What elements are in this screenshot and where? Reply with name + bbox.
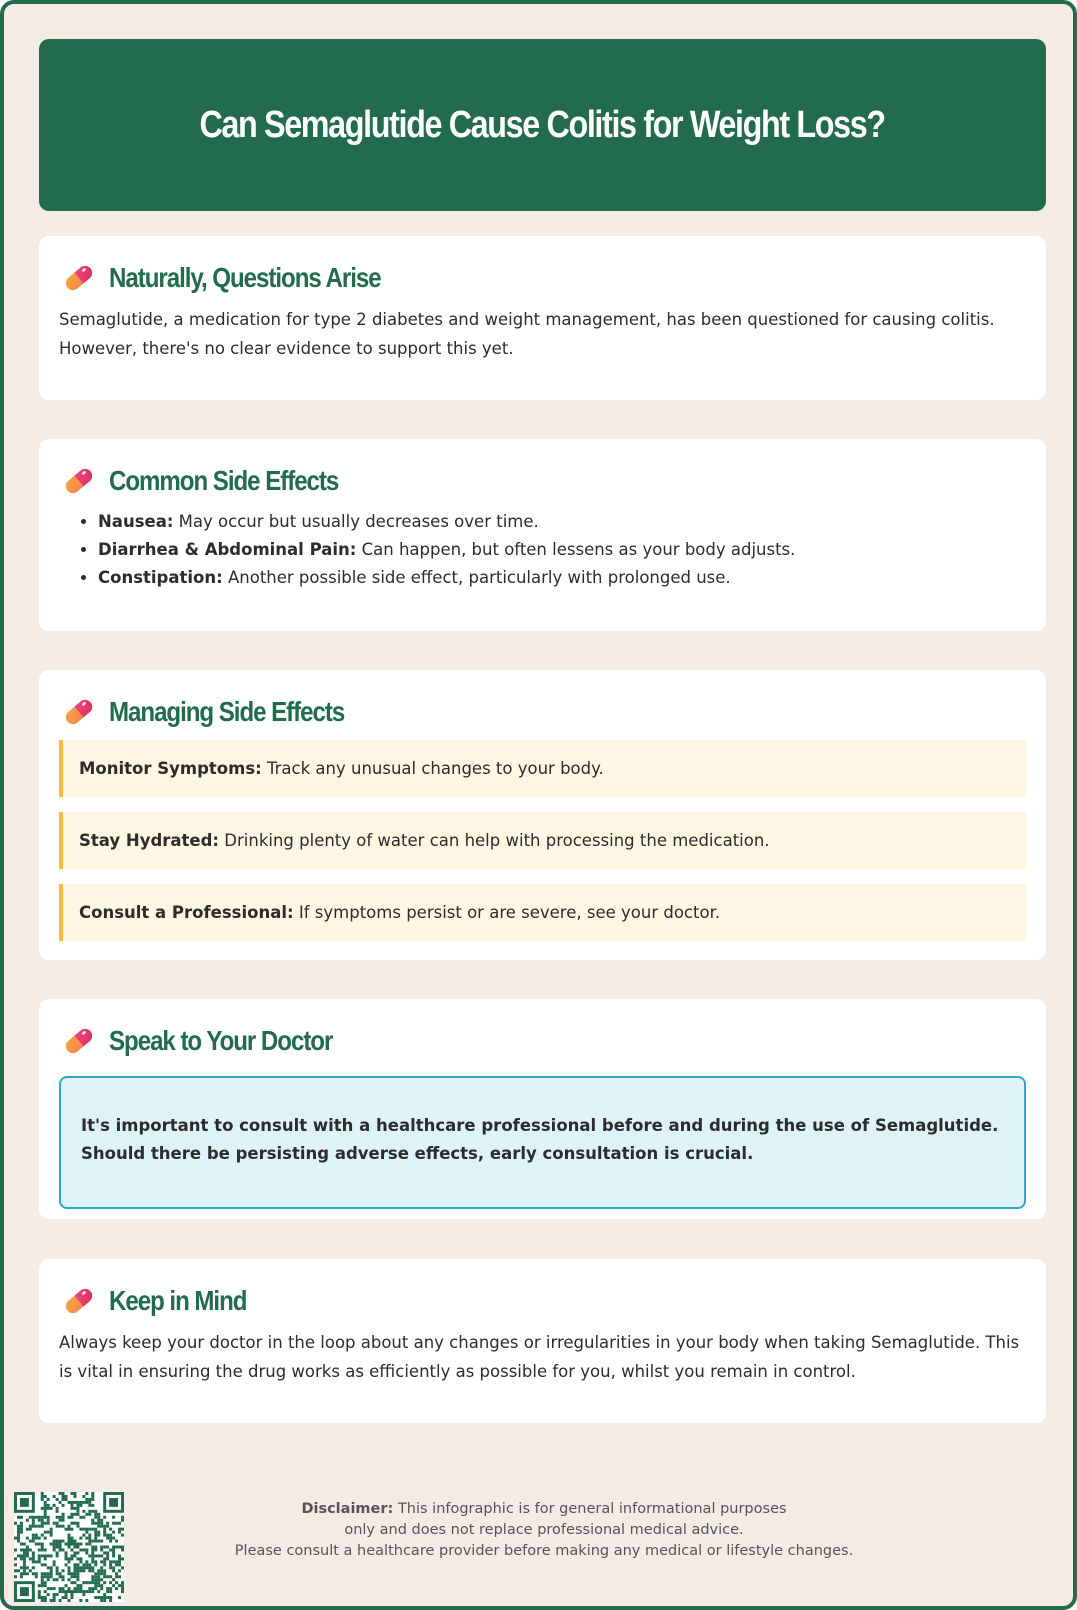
- section-header: [59, 258, 1026, 298]
- disclaimer-line-3: Please consult a healthcare provider before making any medical or lifestyle changes.: [234, 1543, 854, 1559]
- tip-text: Track any unusual changes to your body.: [261, 759, 604, 778]
- list-item: [98, 564, 1026, 592]
- list-item: [98, 508, 1026, 536]
- section-speak-to-doctor: [39, 999, 1046, 1219]
- disclaimer-label: Disclaimer:: [301, 1501, 394, 1517]
- tip-text: If symptoms persist or are severe, see your doctor.: [293, 903, 721, 922]
- pill-icon: [61, 461, 97, 501]
- section-heading: Common Side Effects: [109, 465, 339, 496]
- section-text: Semaglutide, a medication for type 2 diabetes and weight management, has been questioned for causing colitis. However, there's no clear evidence to support this yet.: [59, 310, 995, 358]
- pill-icon: [61, 1021, 97, 1061]
- section-common-side-effects: [39, 439, 1046, 631]
- section-header: [59, 461, 1026, 501]
- section-heading: Naturally, Questions Arise: [109, 262, 381, 293]
- section-heading: Speak to Your Doctor: [109, 1025, 333, 1056]
- item-text: Can happen, but often lessens as your body adjusts.: [356, 540, 796, 559]
- callout-box: It's important to consult with a healthcare professional before and during the use of Semaglutide. Should there be persisting adverse effects, early consultation is crucial.: [59, 1076, 1026, 1209]
- section-header: [59, 1021, 1026, 1061]
- tip-label: Monitor Symptoms:: [79, 759, 262, 778]
- item-label: Diarrhea & Abdominal Pain:: [98, 540, 357, 559]
- section-keep-in-mind: [39, 1259, 1046, 1423]
- tip-label: Consult a Professional:: [79, 903, 294, 922]
- disclaimer-line-1: This infographic is for general informational purposes: [393, 1501, 787, 1517]
- tip-box: [59, 884, 1026, 941]
- side-effects-list: [59, 508, 1026, 592]
- item-label: Nausea:: [98, 512, 174, 531]
- list-item: [98, 536, 1026, 564]
- tips-list: [59, 740, 1026, 941]
- pill-icon: [61, 1281, 97, 1321]
- pill-icon: [61, 692, 97, 732]
- section-text: Always keep your doctor in the loop about any changes or irregularities in your body when taking Semaglutide. This is vital in ensuring the drug works as efficiently as possible for you, whilst you remain in control.: [59, 1333, 1020, 1381]
- tip-box: [59, 812, 1026, 869]
- section-heading: Managing Side Effects: [109, 696, 345, 727]
- title-banner: [39, 39, 1046, 211]
- section-heading: Keep in Mind: [109, 1285, 247, 1316]
- disclaimer-line-2: only and does not replace professional medical advice.: [344, 1522, 744, 1538]
- page-title: Can Semaglutide Cause Colitis for Weight Loss?: [199, 103, 886, 146]
- item-text: May occur but usually decreases over time.: [173, 512, 539, 531]
- section-questions-arise: [39, 236, 1046, 400]
- section-header: [59, 692, 1026, 732]
- tip-box: [59, 740, 1026, 797]
- item-label: Constipation:: [98, 568, 223, 587]
- disclaimer: [144, 1499, 944, 1562]
- pill-icon: [61, 258, 97, 298]
- item-text: Another possible side effect, particularly with prolonged use.: [222, 568, 731, 587]
- tip-text: Drinking plenty of water can help with processing the medication.: [219, 831, 770, 850]
- section-managing-side-effects: [39, 670, 1046, 960]
- section-header: [59, 1281, 1026, 1321]
- qr-code-icon[interactable]: [14, 1492, 124, 1602]
- tip-label: Stay Hydrated:: [79, 831, 220, 850]
